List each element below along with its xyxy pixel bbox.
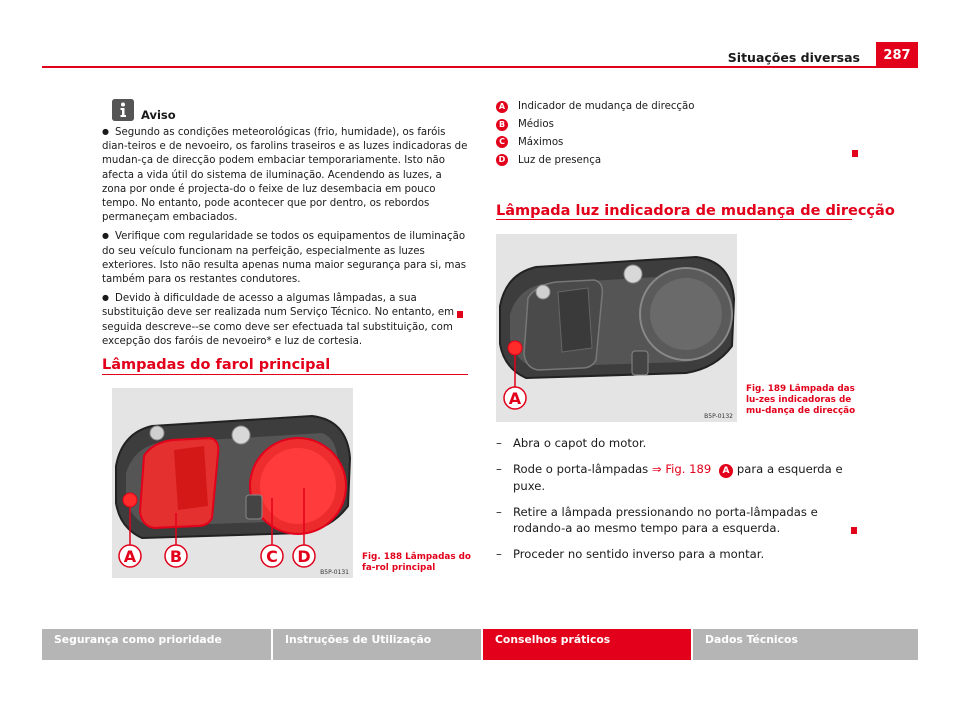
legend-item: C Máximos (496, 134, 856, 152)
step-item: – Proceder no sentido inverso para a montar. (496, 547, 765, 561)
figure-code: B5P-0131 (320, 569, 349, 576)
warning-icon (112, 99, 134, 121)
section-end-icon (851, 527, 857, 534)
step-item: – Rode o porta-lâmpadas ⇒ Fig. 189 A para a esquerda e puxe. (496, 462, 843, 493)
legend-item: A Indicador de mudança de direcção (496, 98, 856, 116)
callout-a-inline: A (719, 464, 733, 478)
footer-tab-practical-advice[interactable]: Conselhos práticos (483, 629, 691, 660)
warning-bullet: ● Segundo as condições meteorológicas (frio, humidade), os faróis dian-teiros e de nevoeiro, os farolins traseiros e as luzes indicadoras de mudan-ça de direcção podem embaciar temporariamente. Isto não afecta a vida útil do sistema de iluminação. Acendendo as luzes, a zona por onde é projecta-do o feixe de luz desembacia em pouco tempo. No entanto, pode acontecer que por dentro, os rebordos permaneçam embaciados. (102, 127, 468, 224)
step-item: – Abra o capot do motor. (496, 436, 647, 450)
warning-title: Aviso (141, 108, 176, 122)
figure-188-caption: Fig. 188 Lâmpadas do fa-rol principal (362, 552, 471, 573)
figure-189-turn-signal (496, 234, 737, 422)
figure-189-link[interactable]: ⇒ Fig. 189 (651, 462, 712, 476)
legend-item: B Médios (496, 116, 856, 134)
page-number: 287 (876, 42, 918, 68)
section-title-headlamp-bulbs: Lâmpadas do farol principal (102, 357, 331, 373)
section-rule (102, 374, 468, 375)
footer-tab-instructions[interactable]: Instruções de Utilização (273, 629, 481, 660)
figure-188-headlamp (112, 388, 353, 578)
callout-d: D (297, 547, 311, 566)
bullet-icon: ● (102, 127, 109, 136)
legend-key: B (496, 119, 508, 131)
callout-c: C (266, 547, 278, 566)
legend-key: C (496, 136, 508, 148)
callout-b: B (169, 547, 183, 566)
section-end-icon (852, 150, 858, 157)
figure-code: B5P-0132 (704, 413, 733, 420)
bulb-legend (496, 98, 856, 169)
callout-a: A (123, 547, 137, 566)
bullet-icon: ● (102, 231, 109, 241)
warning-bullet: ● Devido à dificuldade de acesso a algumas lâmpadas, a sua substituição deve ser realizada num Serviço Técnico. No entanto, em seguida descreve--se como deve ser efectuada tal substituição, com excepção dos faróis de nevoeiro* e luz de cortesia. (102, 293, 455, 347)
footer-tab-technical-data[interactable]: Dados Técnicos (693, 629, 918, 660)
footer-tab-safety[interactable]: Segurança como prioridade (42, 629, 271, 660)
figure-189-caption: Fig. 189 Lâmpada das lu-zes indicadoras de mu-dança de direcção (746, 384, 856, 416)
warning-heading (112, 98, 176, 122)
legend-key: A (496, 101, 508, 113)
section-rule (496, 219, 852, 220)
bullet-icon: ● (102, 293, 109, 303)
header-rule (42, 66, 876, 68)
section-end-icon (457, 311, 463, 318)
instruction-steps (496, 435, 856, 572)
step-item: – Retire a lâmpada pressionando no porta-lâmpadas e rodando-a ao mesmo tempo para a esquerda. (496, 505, 818, 535)
warning-text (102, 126, 468, 354)
legend-key: D (496, 154, 508, 166)
warning-bullet: ● Verifique com regularidade se todos os equipamentos de iluminação do seu veículo funcionam na perfeição, especialmente as luzes exteriores. Isto não resulta apenas numa maior segurança para si, mas também para os restantes condutores. (102, 231, 467, 286)
page-header-title: Situações diversas (727, 50, 860, 65)
section-title-turn-signal: Lâmpada luz indicadora de mudança de direcção (496, 203, 895, 219)
legend-item: D Luz de presença (496, 151, 856, 169)
callout-a: A (508, 389, 522, 408)
